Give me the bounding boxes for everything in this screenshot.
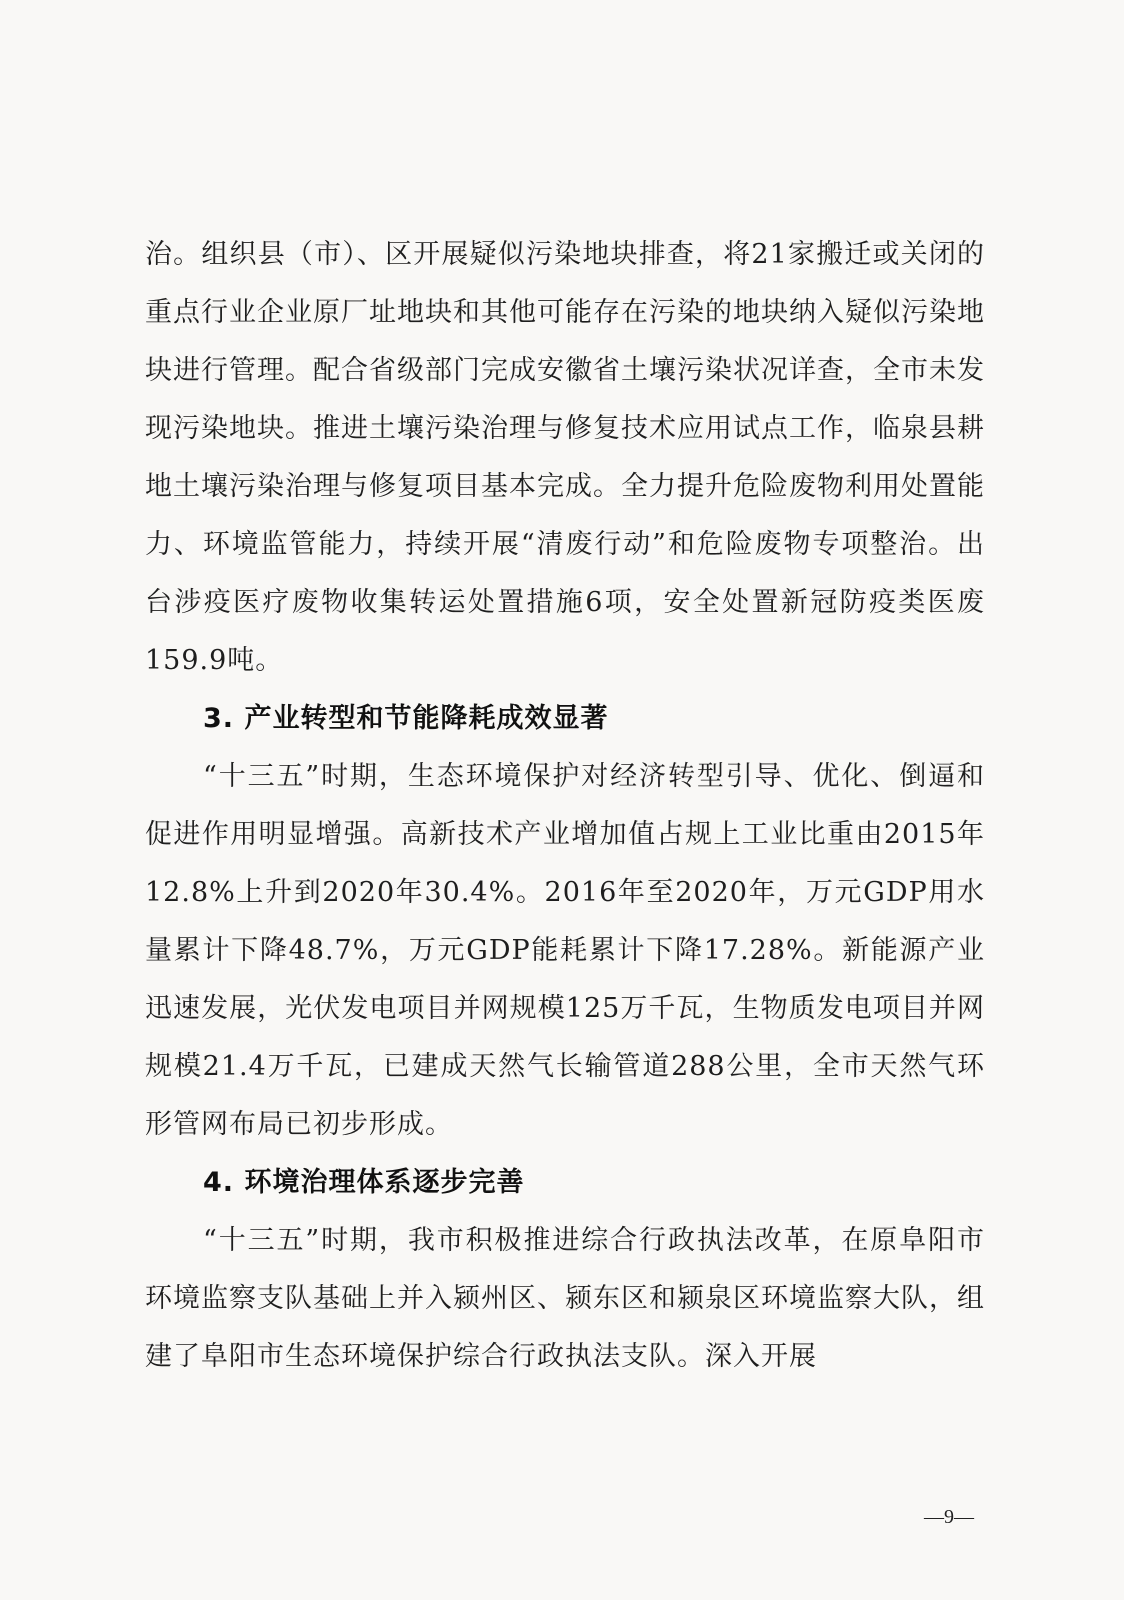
section-3-heading: 3. 产业转型和节能降耗成效显著 bbox=[203, 703, 609, 734]
paragraph-soil-waste: 治。组织县（市）、区开展疑似污染地块排查，将21家搬迁或关闭的重点行业企业原厂址地块和其他可能存在污染的地块纳入疑似污染地块进行管理。配合省级部门完成安徽省土壤污染状况详查，全市未发现污染地块。推进土壤污染治理与修复技术应用试点工作，临泉县耕地土壤污染治理与修复项目基本完成。全力提升危险废物利用处置能力、环境监管能力，持续开展“清废行动”和危险废物专项整治。出台涉疫医疗废物收集转运处置措施6项，安全处置新冠防疫类医废159.9吨。 bbox=[145, 239, 985, 676]
section-3-paragraph: “十三五”时期，生态环境保护对经济转型引导、优化、倒逼和促进作用明显增强。高新技术产业增加值占规上工业比重由2015年12.8%上升到2020年30.4%。2016年至2020年，万元GDP用水量累计下降48.7%，万元GDP能耗累计下降17.28%。新能源产业迅速发展，光伏发电项目并网规模125万千瓦，生物质发电项目并网规模21.4万千瓦，已建成天然气长输管道288公里，全市天然气环形管网布局已初步形成。 bbox=[145, 761, 985, 1140]
section-4-heading: 4. 环境治理体系逐步完善 bbox=[203, 1167, 525, 1198]
document-body bbox=[145, 226, 985, 1386]
section-4-paragraph: “十三五”时期，我市积极推进综合行政执法改革，在原阜阳市环境监察支队基础上并入颍州区、颍东区和颍泉区环境监察大队，组建了阜阳市生态环境保护综合行政执法支队。深入开展 bbox=[145, 1225, 985, 1372]
page-number: —9— bbox=[924, 1506, 974, 1528]
